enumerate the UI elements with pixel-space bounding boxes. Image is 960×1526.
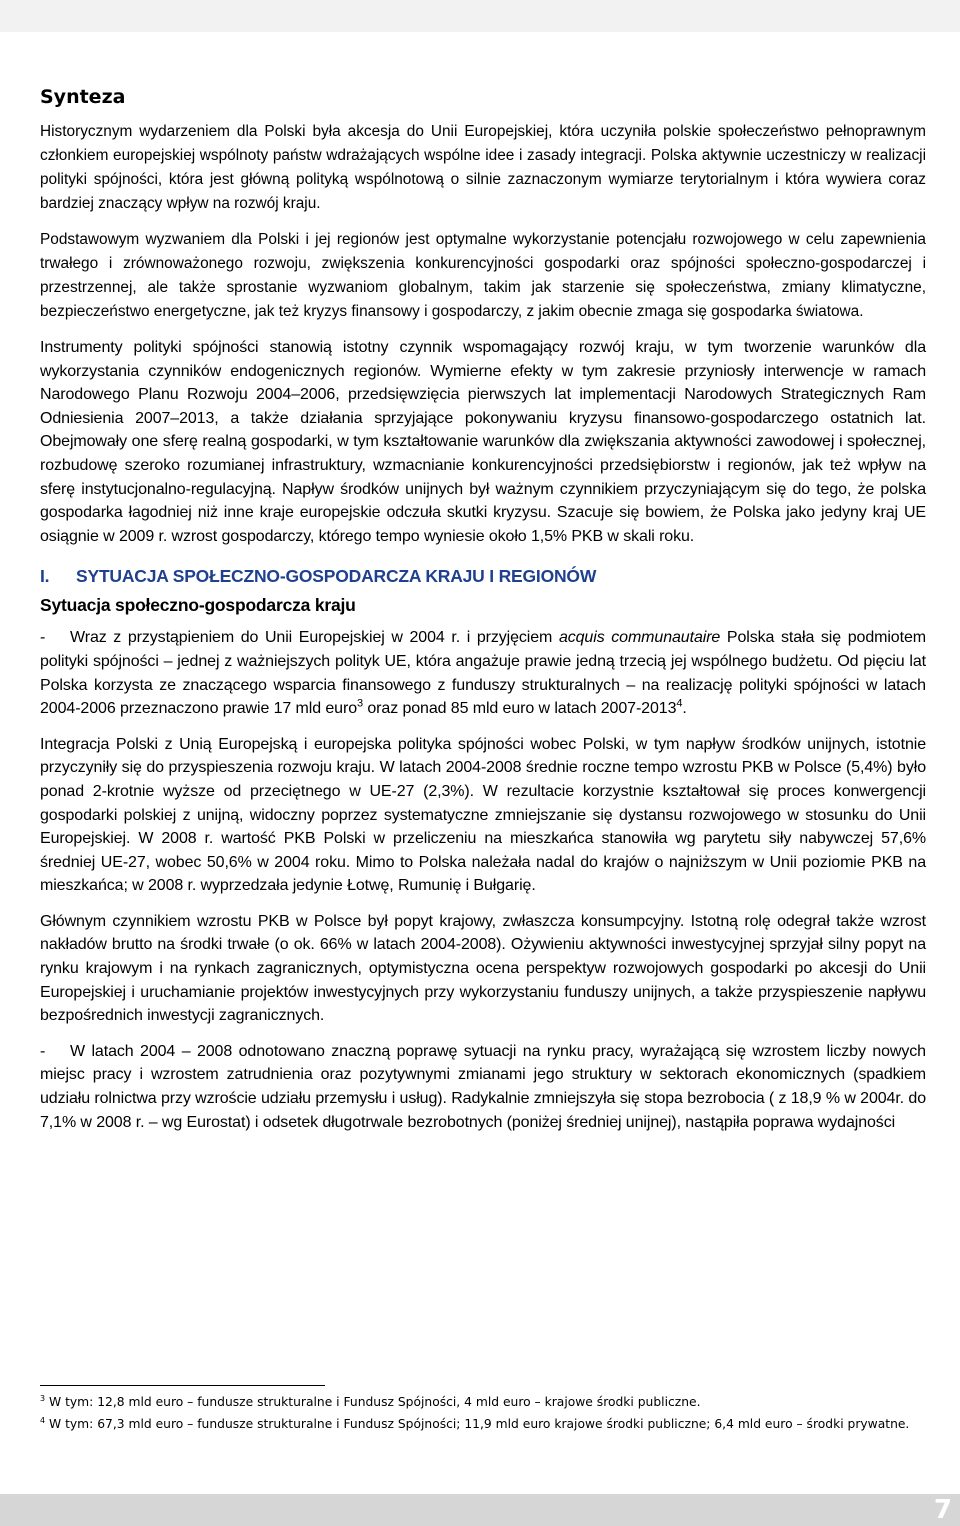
paragraph-4 xyxy=(40,626,926,720)
footnote-4 xyxy=(40,1414,926,1434)
footnote-ref-4[interactable]: 4 xyxy=(676,697,683,710)
paragraph-5: Integracja Polski z Unią Europejską i europejska polityka spójności wobec Polski, w tym napływ środków unijnych, istotnie przyczyniły się do przyspieszenia rozwoju kraju. W latach 2004-2008 średnie roczne tempo wzrostu PKB w Polsce (5,4%) było ponad 2-krotnie wyższe od przeciętnego w UE-27 (2,3%). W rezultacie korzystnie kształtował się proces konwergencji gospodarki polskiej z unijną, widoczny poprzez systematyczne zmniejszanie się dystansu rozwojowego w stosunku do Unii Europejskiej. W 2008 r. wartość PKB Polski w przeliczeniu na mieszkańca stanowiła wg parytetu siły nabywczej 57,6% średniej UE-27, wobec 50,6% w 2004 roku. Mimo to Polska należała nadal do krajów o najniższym w Unii poziomie PKB na mieszkańca; w 2008 r. wyprzedzała jedynie Łotwę, Rumunię i Bułgarię. xyxy=(40,735,926,895)
footnote-ref-3[interactable]: 3 xyxy=(357,697,364,710)
paragraph-6: Głównym czynnikiem wzrostu PKB w Polsce był popyt krajowy, zwłaszcza konsumpcyjny. Istotną rolę odegrał także wzrost nakładów brutto na środki trwałe (o ok. 66% w latach 2004-2008). Ożywieniu aktywności inwestycyjnej sprzyjał silny popyt na rynku krajowym i na rynkach zagranicznych, optymistyczna ocena perspektyw rozwojowych gospodarki po akcesji do Unii Europejskiej i uruchamianie projektów inwestycyjnych przy wykorzystaniu funduszy unijnych, a także przyspieszenie napływu bezpośrednich inwestycji zagranicznych. xyxy=(40,912,926,1025)
list-dash: - xyxy=(40,1042,46,1060)
page-content xyxy=(40,86,926,1146)
footnote-3 xyxy=(40,1392,926,1412)
section-number: I. xyxy=(40,566,50,587)
paragraph-3: Instrumenty polityki spójności stanowią istotny czynnik wspomagający rozwój kraju, w tym tworzenie warunków dla wykorzystania czynników endogenicznych regionów. Wymierne efekty w tym zakresie przyniosły interwencje w ramach Narodowego Planu Rozwoju 2004–2006, przedsięwzięcia pierwszych lat implementacji Narodowych Strategicznych Ram Odniesienia 2007–2013, a także działania sprzyjające pokonywaniu kryzysu finansowo-gospodarczego ostatnich lat. Obejmowały one sferę realną gospodarki, w tym kształtowanie warunków dla zwiększania aktywności zawodowej i społecznej, rozbudowę szeroko rozumianej infrastruktury, wzmacnianie konkurencyjności przedsiębiorstw i regionów, jak też wpływ na sferę instytucjonalno-regulacyjną. Napływ środków unijnych był ważnym czynnikiem przyczyniającym się do tego, że polska gospodarka łagodniej niż inne kraje europejskie odczuła skutki kryzysu. Szacuje się bowiem, że Polska jako jedyny kraj UE osiągnie w 2009 r. wzrost gospodarczy, którego tempo wyniesie około 1,5% PKB w skali roku. xyxy=(40,339,926,545)
footnote-separator xyxy=(40,1385,325,1386)
heading-synteza: Synteza xyxy=(40,86,126,108)
footnote-text: W tym: 67,3 mld euro – fundusze strukturalne i Fundusz Spójności; 11,9 mld euro krajowe środki publiczne; 6,4 mld euro – środki prywatne. xyxy=(45,1417,910,1431)
footnote-number: 3 xyxy=(40,1393,46,1403)
p4-italic: acquis communautaire xyxy=(558,629,721,647)
paragraph-7 xyxy=(40,1040,926,1134)
footer-bar xyxy=(0,1494,960,1526)
paragraph-1: Historycznym wydarzeniem dla Polski była akcesja do Unii Europejskiej, która uczyniła polskie społeczeństwo pełnoprawnym członkiem europejskiej wspólnoty państw wdrażających wspólne idee i zasady integracji. Polska aktywnie uczestniczy w realizacji polityki spójności, która jest główną polityką wspólnotową o silnie zaznaczonym wymiarze terytorialnym i która wywiera coraz bardziej znaczący wpływ na rozwój kraju. xyxy=(40,123,926,212)
p4-part3: oraz ponad 85 mld euro w latach 2007-2013 xyxy=(363,700,677,718)
p4-part4: . xyxy=(682,700,687,718)
list-dash: - xyxy=(40,629,46,647)
p7-text: W latach 2004 – 2008 odnotowano znaczną poprawę sytuacji na rynku pracy, wyrażającą się wzrostem liczby nowych miejsc pracy i wzrostem zatrudnienia oraz pozytywnymi zmianami jego struktury w sektorach ekonomicznych (spadkiem udziału rolnictwa przy wzroście udziału przemysłu i usług). Radykalnie zmniejszyła się stopa bezrobocia ( z 18,9 % w 2004r. do 7,1% w 2008 r. – wg Eurostat) i odsetek długotrwale bezrobotnych (poniżej średniej unijnej), nastąpiła poprawa wydajności xyxy=(40,1042,926,1131)
page-number: 7 xyxy=(933,1495,952,1525)
section-title: SYTUACJA SPOŁECZNO-GOSPODARCZA KRAJU I REGIONÓW xyxy=(76,566,597,587)
paragraph-2: Podstawowym wyzwaniem dla Polski i jej regionów jest optymalne wykorzystanie potencjału rozwojowego w celu zapewnienia trwałego i zrównoważonego rozwoju, zwiększenia konkurencyjności gospodarki oraz spójności społeczno-gospodarczej i przestrzennej, ale także sprostanie wyzwaniom globalnym, takim jak starzenie się społeczeństwa, zmiany klimatyczne, bezpieczeństwo energetyczne, jak też kryzys finansowy i gospodarczy, z jakim obecnie zmaga się gospodarka światowa. xyxy=(40,231,926,320)
footnote-number: 4 xyxy=(40,1415,46,1425)
p4-part1: Wraz z przystąpieniem do Unii Europejskiej w 2004 r. i przyjęciem xyxy=(70,629,559,647)
top-band xyxy=(0,0,960,32)
p4-part2: Polska stała się podmiotem polityki spójności – jednej z ważniejszych polityk UE, która angażuje prawie jedną trzecią jej wspólnego budżetu. Od pięciu lat Polska korzysta ze znaczącego wsparcia finansowego z funduszy strukturalnych – na realizację polityki spójności w latach 2004-2006 przeznaczono prawie 17 mld euro xyxy=(40,629,926,718)
section-heading xyxy=(40,566,926,587)
footnotes xyxy=(40,1392,926,1436)
subheading: Sytuacja społeczno-gospodarcza kraju xyxy=(40,595,356,616)
footnote-text: W tym: 12,8 mld euro – fundusze strukturalne i Fundusz Spójności, 4 mld euro – krajowe środki publiczne. xyxy=(45,1395,701,1409)
